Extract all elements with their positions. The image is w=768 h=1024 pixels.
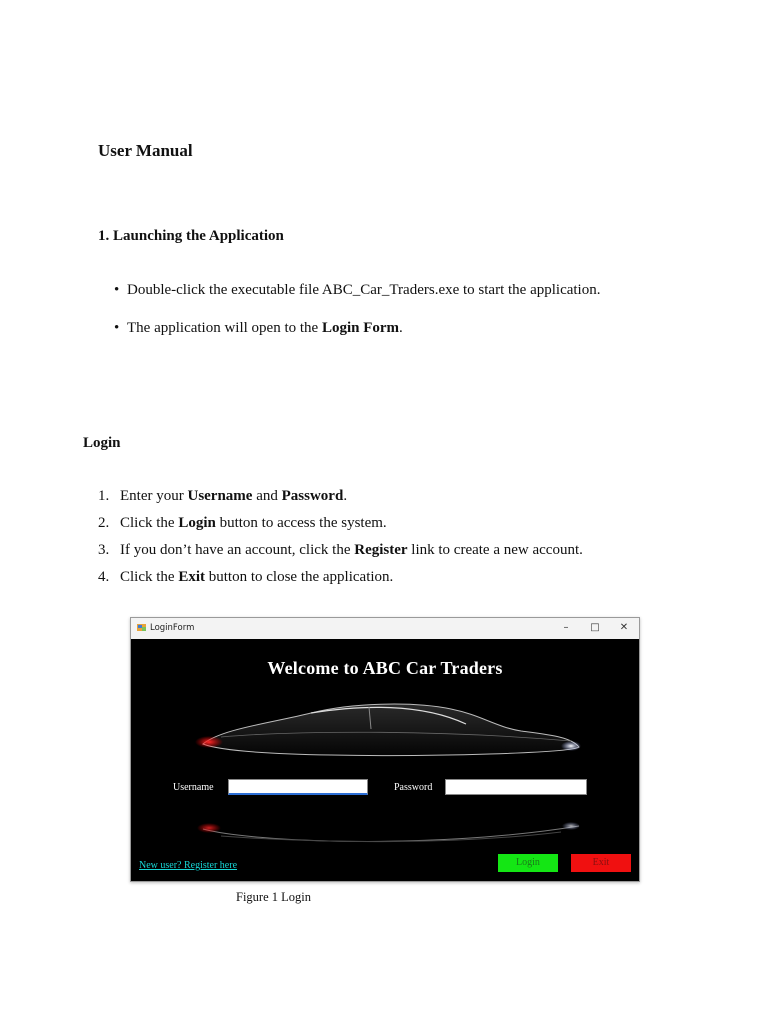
step-text: button to access the system. (215, 515, 387, 531)
bullet-text: The application will open to the (127, 320, 322, 336)
step-text: . (343, 488, 348, 504)
section-heading-login: Login (83, 435, 121, 451)
step-bold: Login (178, 515, 216, 531)
step-text: Click the (120, 515, 179, 531)
step-number: 3. (98, 542, 110, 558)
step-bold: Password (281, 488, 344, 504)
bullet-dot-icon: • (114, 282, 120, 298)
step-bold: Register (354, 542, 408, 558)
step-item (98, 542, 583, 559)
bullet-text: . (399, 320, 403, 336)
app-icon (137, 623, 147, 633)
bullet-text: Double-click the executable file ABC_Car_Traders.exe to start the application. (127, 282, 601, 298)
step-bold: Username (187, 488, 253, 504)
exit-button[interactable]: Exit (571, 854, 631, 872)
step-text: Click the (120, 569, 179, 585)
welcome-heading: Welcome to ABC Car Traders (267, 658, 503, 678)
car-reflection-icon (131, 814, 639, 854)
bullet-item (114, 320, 403, 337)
document-title: User Manual (98, 141, 193, 160)
bullet-item (114, 282, 600, 299)
minimize-icon[interactable]: – (563, 622, 569, 633)
step-number: 2. (98, 515, 110, 531)
login-form-screenshot (130, 617, 640, 882)
car-silhouette-icon (131, 679, 639, 779)
maximize-icon[interactable]: □ (590, 622, 600, 633)
section-heading-launching: 1. Launching the Application (98, 228, 284, 244)
login-button[interactable]: Login (498, 854, 558, 872)
password-input[interactable] (445, 779, 587, 795)
step-text: link to create a new account. (407, 542, 583, 558)
password-label: Password (394, 782, 433, 793)
step-text: If you don’t have an account, click the (120, 542, 355, 558)
window-title: LoginForm (150, 623, 195, 633)
step-item (98, 515, 387, 532)
login-form-body (131, 639, 639, 881)
step-text: and (252, 488, 282, 504)
step-number: 4. (98, 569, 110, 585)
register-link[interactable]: New user? Register here (139, 860, 238, 871)
step-number: 1. (98, 488, 110, 504)
step-text: Enter your (120, 488, 188, 504)
window-titlebar (131, 618, 639, 639)
username-label: Username (173, 782, 214, 793)
step-text: button to close the application. (205, 569, 394, 585)
step-bold: Exit (178, 569, 205, 585)
figure-caption: Figure 1 Login (236, 890, 311, 904)
username-input[interactable] (228, 779, 368, 795)
bullet-dot-icon: • (114, 320, 120, 336)
bullet-bold: Login Form (321, 320, 400, 336)
step-item (98, 569, 393, 586)
step-item (98, 488, 347, 505)
close-icon[interactable]: ✕ (619, 622, 629, 633)
